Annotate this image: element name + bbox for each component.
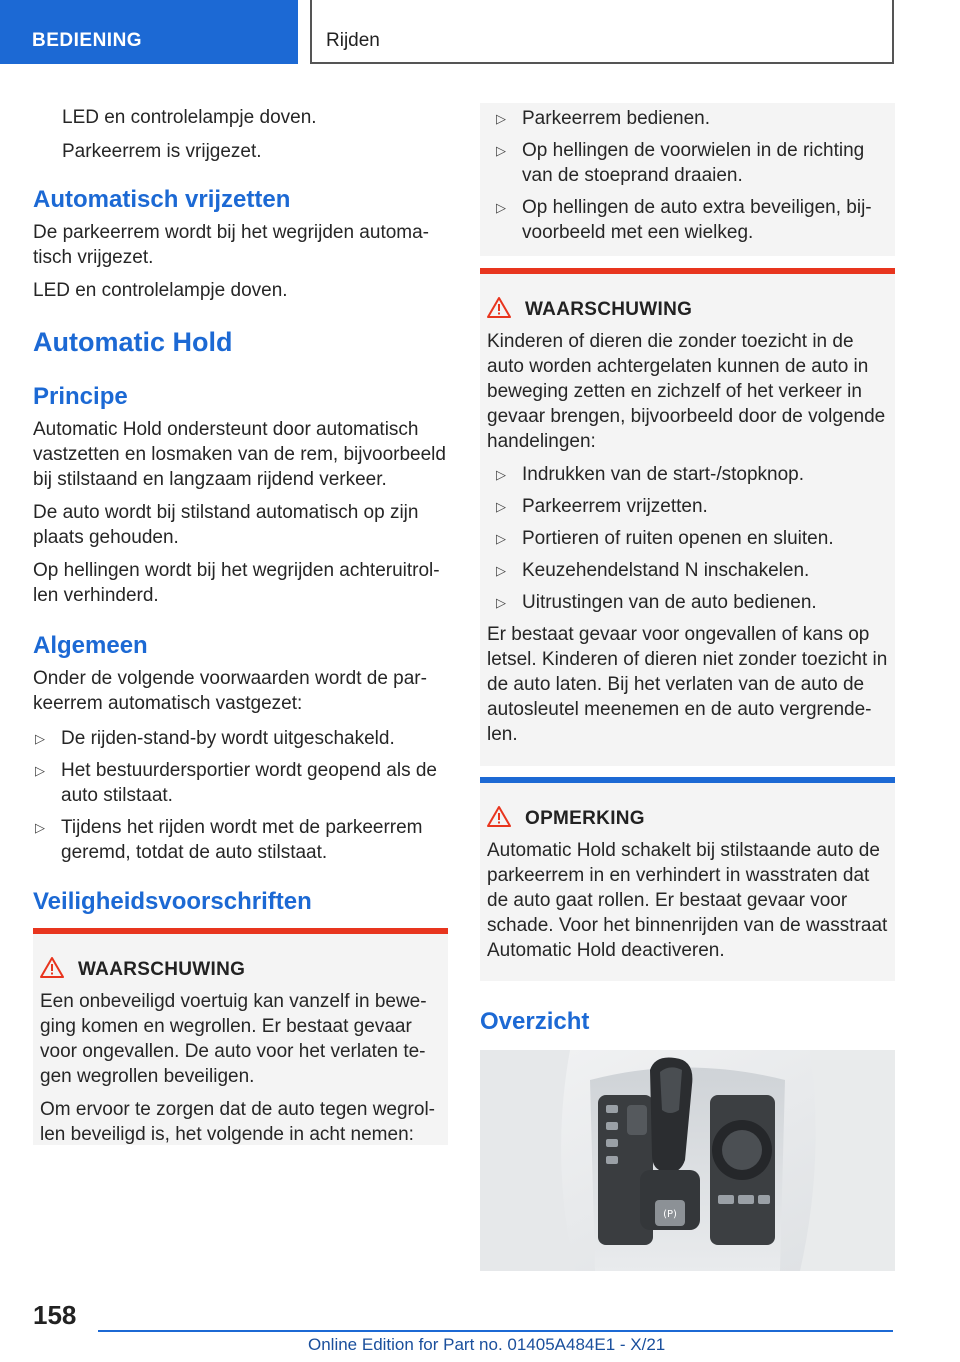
bullet-triangle-icon: ▷ bbox=[35, 763, 45, 778]
section-heading: Principe bbox=[33, 383, 128, 410]
paragraph: Automatic Hold ondersteunt door automatisch vastzetten en losmaken van de rem, bijvoorbeeld bij stilstaand en langzaam rijdend verkeer. bbox=[33, 419, 446, 490]
paragraph: Automatic Hold schakelt bij stilstaande auto de parkeerrem in en verhindert in wasstraten dat de auto gaat rollen. Er bestaat gevaar voor schade. Voor het binnenrijden van de wasstraat Automatic Hold deactiveren. bbox=[487, 840, 888, 961]
paragraph: Om ervoor te zorgen dat de auto tegen wegrol-len beveiligd is, het volgende in acht nemen: bbox=[40, 1099, 436, 1145]
warning-title: WAARSCHUWING bbox=[40, 956, 445, 981]
paragraph: Er bestaat gevaar voor ongevallen of kans op letsel. Kinderen of dieren niet zonder toezicht in de auto laten. Bij het verlaten van de auto de autosleutel meenemen en de auto vergrende-len. bbox=[487, 624, 888, 745]
bullet-triangle-icon: ▷ bbox=[496, 595, 506, 610]
note-box bbox=[480, 783, 895, 981]
principe-section bbox=[33, 383, 448, 616]
bullet-triangle-icon: ▷ bbox=[496, 143, 506, 158]
note-title: OPMERKING bbox=[487, 805, 889, 830]
footer-divider bbox=[98, 1330, 893, 1332]
bullet-triangle-icon: ▷ bbox=[35, 820, 45, 835]
warning-title: WAARSCHUWING bbox=[487, 296, 889, 321]
list-item: ▷ Indrukken van de start-/stopknop. bbox=[496, 464, 804, 485]
page-number: 158 bbox=[33, 1300, 77, 1330]
intro-line: Parkeerrem is vrijgezet. bbox=[62, 141, 262, 162]
list-item: ▷ Parkeerrem bedienen. bbox=[496, 108, 710, 129]
footer-edition: Online Edition for Part no. 01405A484E1 - X/21 bbox=[308, 1335, 666, 1354]
paragraph: Kinderen of dieren die zonder toezicht in de auto worden achtergelaten kunnen de auto in beweging zetten en zichzelf of het verkeer in gevaar brengen, bijvoorbeeld door de volgende handelingen: bbox=[487, 331, 886, 452]
bullet-triangle-icon: ▷ bbox=[35, 731, 45, 746]
bullet-triangle-icon: ▷ bbox=[496, 531, 506, 546]
center-console-photo bbox=[480, 1050, 895, 1271]
chapter-heading: Automatic Hold bbox=[33, 327, 233, 357]
bullet-triangle-icon: ▷ bbox=[496, 467, 506, 482]
list-item: ▷ Parkeerrem vrijzetten. bbox=[496, 496, 708, 517]
intro-lines bbox=[62, 105, 447, 172]
list-item: ▷ Op hellingen de voorwielen in de richting van de stoeprand draaien. bbox=[496, 140, 865, 186]
warning-box bbox=[33, 934, 448, 1145]
chapter-label: Rijden bbox=[326, 30, 380, 51]
bullet-triangle-icon: ▷ bbox=[496, 499, 506, 514]
section-label: BEDIENING bbox=[32, 30, 143, 51]
list-item: ▷ Tijdens het rijden wordt met de parkeerrem geremd, totdat de auto stilstaat. bbox=[35, 817, 423, 863]
paragraph: Een onbeveiligd voertuig kan vanzelf in bewe-ging komen en wegrollen. Er bestaat gevaar voor ongevallen. De auto voor het verlaten te-gen wegrollen beveiligen. bbox=[40, 991, 427, 1087]
list-item: ▷ Portieren of ruiten openen en sluiten. bbox=[496, 528, 834, 549]
list-item: ▷ Keuzehendelstand N inschakelen. bbox=[496, 560, 810, 581]
auto-hold-title-block bbox=[33, 327, 448, 358]
section-heading: Overzicht bbox=[480, 1008, 590, 1035]
bullet-triangle-icon: ▷ bbox=[496, 563, 506, 578]
section-heading: Veiligheidsvoorschriften bbox=[33, 888, 312, 915]
paragraph: Op hellingen wordt bij het wegrijden achteruitrol-len verhinderd. bbox=[33, 560, 440, 606]
veiligheid-title-block bbox=[33, 888, 448, 916]
intro-line: LED en controlelampje doven. bbox=[62, 107, 317, 128]
auto-release-section bbox=[33, 186, 448, 311]
algemeen-section bbox=[33, 632, 448, 872]
svg-text:(P): (P) bbox=[663, 1209, 677, 1220]
warning-box bbox=[480, 274, 895, 766]
paragraph: De auto wordt bij stilstand automatisch op zijn plaats gehouden. bbox=[33, 502, 419, 548]
warning-triangle-icon bbox=[40, 956, 64, 978]
paragraph: LED en controlelampje doven. bbox=[33, 280, 288, 301]
bullet-triangle-icon: ▷ bbox=[496, 200, 506, 215]
continued-list-box bbox=[480, 103, 895, 256]
paragraph: De parkeerrem wordt bij het wegrijden automa-tisch vrijgezet. bbox=[33, 222, 430, 268]
list-item: ▷ De rijden-stand-by wordt uitgeschakeld. bbox=[35, 728, 395, 749]
list-item: ▷ Uitrustingen van de auto bedienen. bbox=[496, 592, 817, 613]
list-item: ▷ Het bestuurdersportier wordt geopend als de auto stilstaat. bbox=[35, 760, 438, 806]
warning-triangle-icon bbox=[487, 296, 511, 318]
list-item: ▷ Op hellingen de auto extra beveiligen, bij-voorbeeld met een wielkeg. bbox=[496, 197, 872, 243]
paragraph: Onder de volgende voorwaarden wordt de par-keerrem automatisch vastgezet: bbox=[33, 668, 427, 714]
section-heading: Algemeen bbox=[33, 632, 148, 659]
note-triangle-icon bbox=[487, 805, 511, 827]
bullet-triangle-icon: ▷ bbox=[496, 111, 506, 126]
section-tab[interactable] bbox=[0, 0, 298, 64]
section-heading: Automatisch vrijzetten bbox=[33, 186, 291, 213]
console-illustration bbox=[480, 1050, 895, 1271]
overzicht-title-block bbox=[480, 1008, 895, 1036]
chapter-header bbox=[310, 0, 894, 64]
